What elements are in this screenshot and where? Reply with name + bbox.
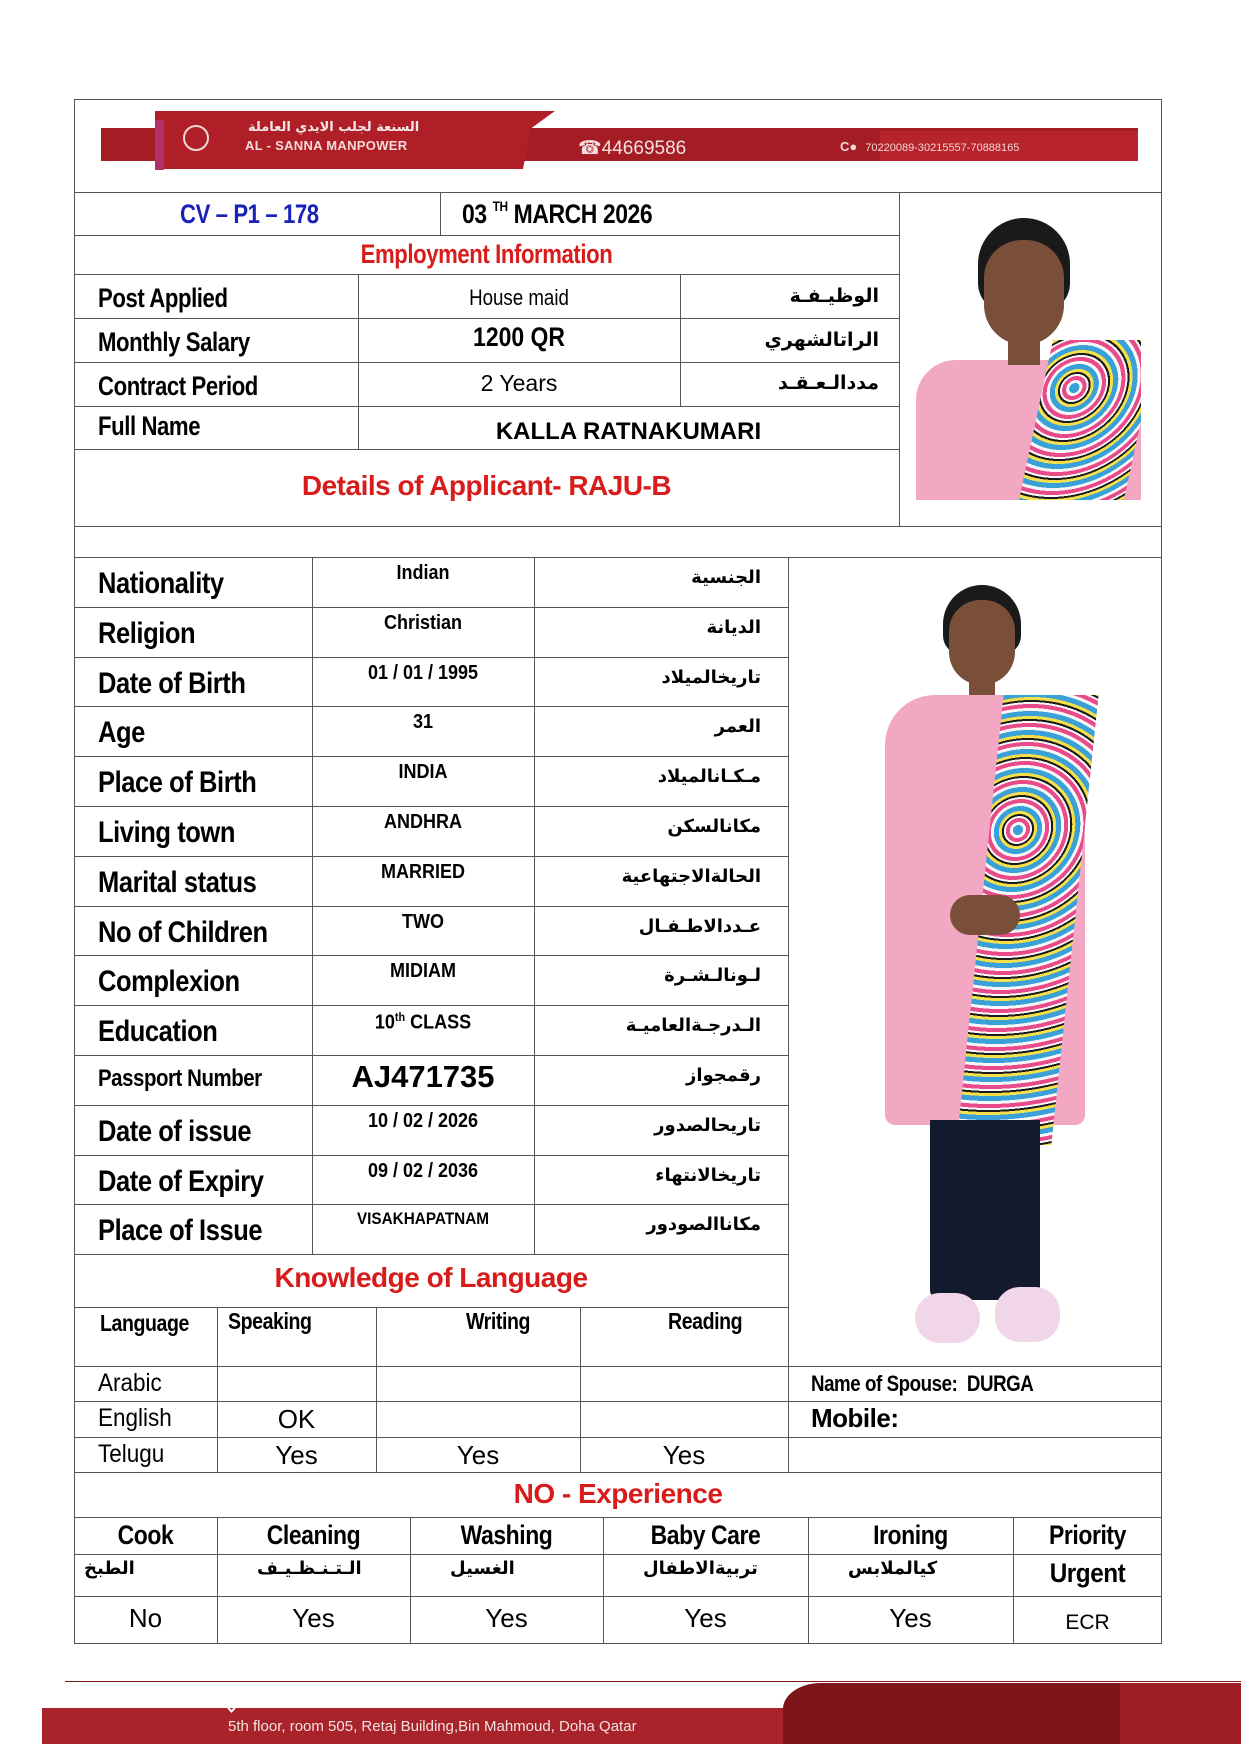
detail-arabic-label: تاريخالانتهاء: [655, 1164, 761, 1186]
detail-arabic-label: عـددالاطـفـال: [638, 915, 761, 937]
detail-label: Place of Birth: [98, 766, 257, 800]
language-speaking: Yes: [275, 1440, 318, 1470]
experience-arabic: الـتـنـظـيـف: [257, 1558, 362, 1579]
experience-header: Cleaning: [266, 1520, 361, 1550]
detail-value: TWO: [402, 910, 444, 933]
detail-value: 10 / 02 / 2026: [367, 1109, 479, 1132]
detail-label: Date of Birth: [98, 666, 246, 700]
detail-value: Indian: [396, 562, 450, 584]
detail-value: 31: [412, 711, 434, 734]
applicant-details-title: Details of Applicant- RAJU-B: [301, 470, 672, 501]
company-arabic-name: السنعة لجلب الايدي العاملة: [248, 120, 420, 135]
detail-arabic-label: الجنسية: [691, 567, 761, 588]
experience-header: Cook: [117, 1520, 174, 1550]
experience-arabic: كيالملابس: [848, 1558, 938, 1579]
detail-arabic-label: مكانالسكن: [667, 816, 761, 837]
experience-value: Yes: [485, 1603, 528, 1633]
detail-label: Education: [98, 1015, 218, 1049]
experience-header: Priority: [1049, 1520, 1126, 1550]
experience-value: Yes: [889, 1603, 932, 1633]
experience-value: Yes: [292, 1603, 335, 1633]
language-name: English: [98, 1404, 172, 1432]
phone-icon: ☎: [578, 138, 602, 159]
applicant-full-body-photo: [855, 575, 1130, 1365]
footer-address: 5th floor, room 505, Retaj Building,Bin Mahmoud, Doha Qatar: [228, 1718, 637, 1735]
detail-arabic-label: الحالةالاجتهاعية: [621, 865, 761, 887]
cv-code: CV – P1 – 178: [180, 199, 319, 229]
experience-title: NO - Experience: [513, 1478, 723, 1509]
detail-label: Living town: [98, 816, 235, 849]
employment-info-title: Employment Information: [360, 239, 613, 269]
detail-arabic-label: تاريحالصدور: [654, 1114, 761, 1136]
cv-date: 03 $^{TH}$ MARCH 2026: [462, 198, 653, 229]
language-writing: Yes: [456, 1440, 500, 1470]
company-mobiles: C● 70220089-30215557-70888165: [840, 139, 1020, 154]
detail-label: Marital status: [98, 865, 257, 899]
language-speaking: OK: [277, 1404, 316, 1434]
detail-value: AJ471735: [351, 1059, 495, 1094]
priority-value: Urgent: [1049, 1558, 1126, 1588]
detail-label: No of Children: [98, 915, 268, 949]
detail-value: MIDIAM: [389, 960, 456, 983]
experience-value: Yes: [684, 1603, 727, 1633]
detail-value: 01 / 01 / 1995: [367, 661, 479, 684]
language-name: Telugu: [98, 1440, 165, 1468]
detail-label: Date of issue: [98, 1114, 252, 1148]
detail-label: Religion: [98, 616, 196, 650]
detail-value: 10th CLASS: [374, 1010, 472, 1034]
detail-label: Complexion: [98, 965, 240, 999]
spouse-mobile: Mobile:: [811, 1403, 899, 1433]
detail-arabic-label: مكاناالصودور: [646, 1214, 761, 1236]
detail-arabic-label: مـكـانالميلاد: [657, 766, 761, 788]
experience-header: Washing: [460, 1520, 553, 1550]
detail-arabic-label: لـونالـشـرة: [664, 965, 761, 987]
detail-value: MARRIED: [380, 860, 466, 883]
experience-arabic: الغسيل: [450, 1558, 515, 1579]
detail-value: VISAKHAPATNAM: [356, 1209, 490, 1229]
detail-label: Age: [98, 716, 145, 750]
detail-arabic-label: تاريخالميلاد: [661, 666, 761, 688]
detail-arabic-label: رقمجواز: [685, 1065, 761, 1086]
language-reading: Yes: [662, 1440, 706, 1470]
experience-arabic: تربيةالاطفال: [643, 1558, 758, 1579]
experience-arabic: الطبخ: [84, 1558, 135, 1579]
language-knowledge-title: Knowledge of Language: [274, 1262, 588, 1293]
detail-label: Date of Expiry: [98, 1164, 264, 1198]
applicant-portrait-photo: [916, 210, 1141, 500]
language-name: Arabic: [98, 1369, 162, 1397]
detail-value: Christian: [383, 611, 463, 634]
detail-value: INDIA: [398, 761, 448, 784]
full-name-value: KALLA RATNAKUMARI: [495, 418, 762, 445]
globe-logo-icon: [183, 125, 209, 151]
experience-header: Ironing: [873, 1520, 948, 1550]
detail-label: Nationality: [98, 567, 224, 600]
detail-arabic-label: الديانة: [706, 616, 761, 638]
experience-value: ECR: [1065, 1611, 1110, 1634]
detail-value: 09 / 02 / 2036: [367, 1159, 479, 1182]
experience-value: No: [128, 1603, 163, 1633]
detail-value: ANDHRA: [383, 811, 462, 833]
detail-label: Place of Issue: [98, 1214, 263, 1248]
mobile-icon: C●: [840, 139, 858, 154]
banner-accent-strip: [155, 120, 164, 170]
company-phone: ☎44669586: [578, 138, 687, 159]
detail-arabic-label: العمر: [714, 716, 761, 738]
company-name: AL - SANNA MANPOWER: [245, 138, 408, 153]
detail-label: Passport Number: [98, 1065, 262, 1092]
spouse-name: Name of Spouse: DURGA: [811, 1371, 1034, 1396]
experience-header: Baby Care: [650, 1520, 761, 1550]
detail-arabic-label: الـدرجـةالعاميـة: [625, 1015, 761, 1037]
